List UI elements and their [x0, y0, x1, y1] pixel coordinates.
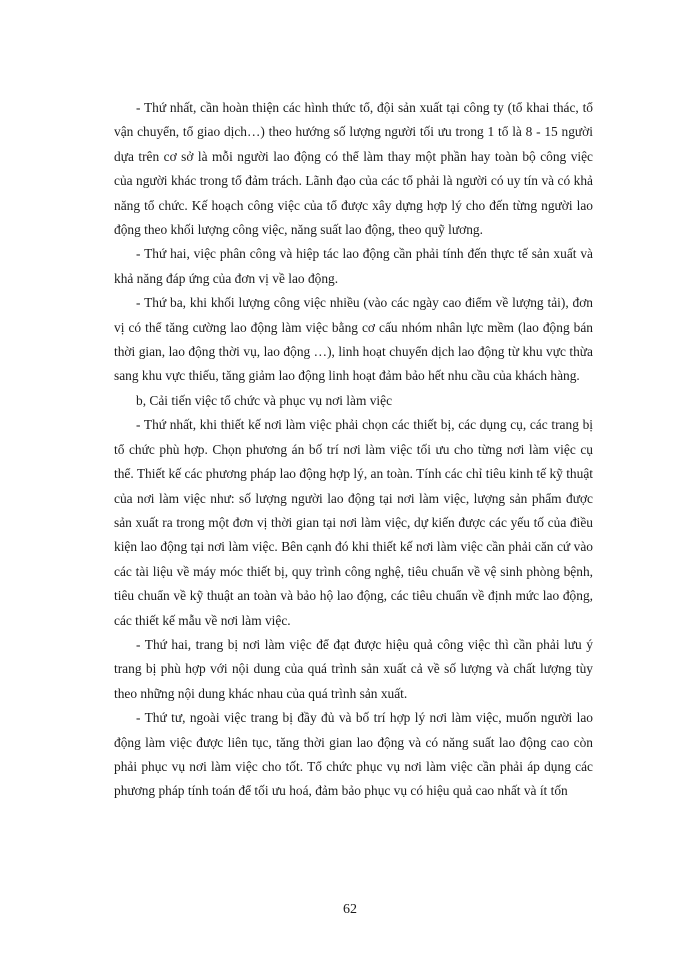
paragraph-workplace-equipment: - Thứ hai, trang bị nơi làm việc để đạt được hiệu quả công việc thì cần phải lưu ý trang bị phù hợp với nội dung của quá trình sản xuất cả về số lượng và chất lượng tùy theo những nội dung khác nhau của quá trình sản xuất. [114, 636, 593, 701]
section-heading-b: b, Cải tiến việc tổ chức và phục vụ nơi làm việc [136, 392, 393, 408]
paragraph-labor-division: - Thứ hai, việc phân công và hiệp tác lao động cần phải tính đến thực tế sản xuất và khả năng đáp ứng của đơn vị về lao động. [114, 246, 593, 286]
paragraph-team-organization: - Thứ nhất, cần hoàn thiện các hình thức tổ, đội sản xuất tại công ty (tổ khai thác, tổ vận chuyển, tổ giao dịch…) theo hướng số lượng người tối ưu trong 1 tổ là 8 - 15 người dựa trên cơ sở là mỗi người lao động có thể làm thay một phần hay toàn bộ công việc của người khác trong tổ đảm trách. Lãnh đạo của các tổ phải là người có uy tín và có khả năng tổ chức. Kế hoạch công việc của tổ được xây dựng hợp lý cho đến từng người lao động theo khối lượng công việc, năng suất lao động, theo quỹ lương. [114, 100, 593, 238]
paragraph-flexible-workforce: - Thứ ba, khi khối lượng công việc nhiều (vào các ngày cao điểm về lượng tải), đơn vị có thể tăng cường lao động làm việc bằng cơ cấu nhóm nhân lực mềm (lao động bán thời gian, lao động thời vụ, lao động …), linh hoạt chuyển dịch lao động từ khu vực thừa sang khu vực thiếu, tăng giảm lao động linh hoạt đảm bảo hết nhu cầu của khách hàng. [114, 295, 593, 384]
paragraph-workplace-design: - Thứ nhất, khi thiết kế nơi làm việc phải chọn các thiết bị, các dụng cụ, các trang bị tổ chức phù hợp. Chọn phương án bố trí nơi làm việc tối ưu cho từng nơi làm việc cụ thể. Thiết kế các phương pháp lao động hợp lý, an toàn. Tính các chỉ tiêu kinh tế kỹ thuật của nơi làm việc như: số lượng người lao động tại nơi làm việc, lượng sản phẩm được sản xuất ra trong một đơn vị thời gian tại nơi làm việc, dự kiến được các yếu tố của điều kiện lao động tại nơi làm việc. Bên cạnh đó khi thiết kế nơi làm việc cần phải căn cứ vào các tài liệu về máy móc thiết bị, quy trình công nghệ, tiêu chuẩn về vệ sinh phòng bệnh, tiêu chuẩn về kỹ thuật an toàn và bảo hộ lao động, các tiêu chuẩn về định mức lao động, các thiết kế mẫu về nơi làm việc. [114, 417, 593, 628]
paragraph-workplace-service: - Thứ tư, ngoài việc trang bị đầy đủ và bố trí hợp lý nơi làm việc, muốn người lao động làm việc được liên tục, tăng thời gian lao động và có năng suất lao động cao còn phải phục vụ nơi làm việc cho tốt. Tổ chức phục vụ nơi làm việc cần phải áp dụng các phương pháp tính toán để tối ưu hoá, đảm bảo phục vụ có hiệu quả cao nhất và ít tốn [114, 710, 593, 799]
body-text [114, 96, 593, 804]
page-number: 62 [343, 902, 357, 917]
